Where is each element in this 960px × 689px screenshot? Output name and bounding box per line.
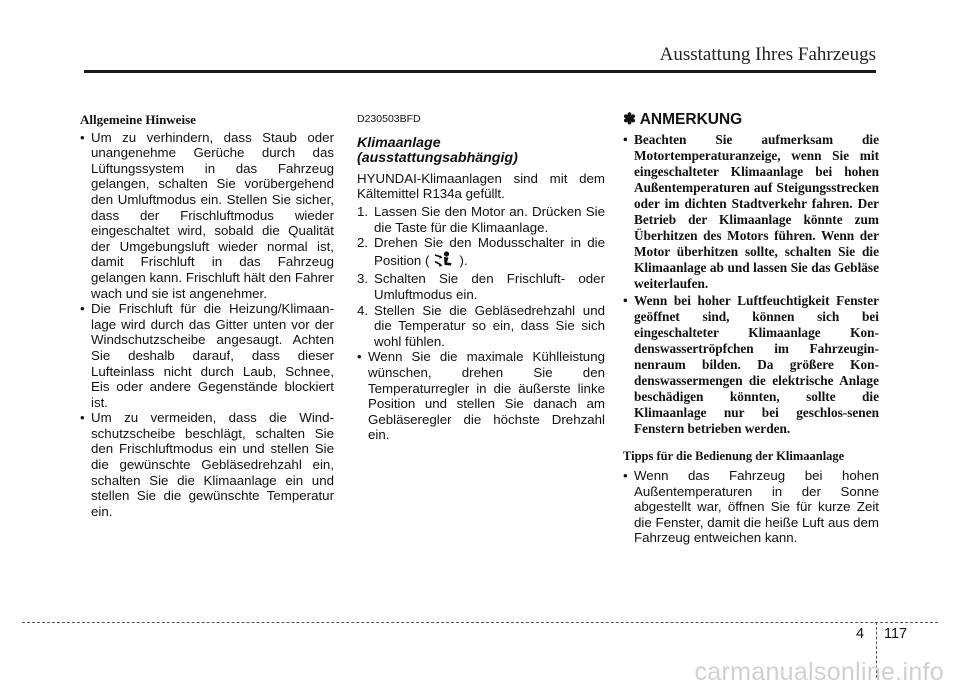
- intro-paragraph: HYUNDAI-Klimaanlagen sind mit dem Kältemittel R134a gefüllt.: [357, 170, 605, 202]
- step-text: Stellen Sie die Gebläsedrehzahl und die Temperatur so ein, dass Sie sich wohl fühlen.: [374, 302, 605, 349]
- vent-face-floor-mode-icon: [433, 251, 455, 272]
- section-code: D230503BFD: [357, 113, 421, 125]
- steps-list: [357, 204, 605, 349]
- general-notes-list: [80, 130, 334, 520]
- list-item: • Die Frischluft für die Heizung/Klimaan-lage wird durch das Gitter unten vor der Windschutzscheibe angesaugt. Achten Sie deshalb darauf, dass dieser Lufteinlass nicht durch Laub, Schnee, Eis oder andere Gegenstände blockiert ist.: [80, 301, 334, 410]
- list-item: • Um zu vermeiden, dass die Wind-schutzscheibe beschlägt, schalten Sie den Frischluftmodus ein und stellen Sie die gewünschte Gebläsedrehzahl ein, schalten Sie die Klimaanlage ein und stellen Sie die gewünschte Temperatur ein.: [80, 410, 334, 519]
- step-text: Schalten Sie den Frischluft- oder Umluftmodus ein.: [374, 271, 605, 302]
- tips-heading: Tipps für die Bedienung der Klimaanlage: [623, 449, 845, 464]
- column-general-notes: [80, 112, 334, 519]
- max-cooling-list: [357, 349, 605, 443]
- step-item: [357, 204, 605, 235]
- column-notes: [623, 112, 879, 546]
- step-number: 2.: [357, 235, 369, 251]
- tips-list: [623, 468, 879, 546]
- step-text: Lassen Sie den Motor an. Drücken Sie die Taste für die Klimaanlage.: [374, 203, 605, 235]
- note-heading: [623, 112, 879, 128]
- step-number: 4.: [357, 302, 369, 318]
- page-header-title: Ausstattung Ihres Fahrzeugs: [659, 44, 876, 65]
- watermark: carmanualsonline.info: [694, 658, 944, 686]
- page-number: 117: [884, 626, 908, 642]
- footer-rule: [22, 622, 938, 623]
- section-heading-air-conditioning: Klimaanlage (ausstattungsabhängig): [357, 134, 518, 167]
- header-rule: [84, 70, 876, 73]
- step-text: Drehen Sie den Modusschalter in die Position (: [374, 235, 605, 268]
- column-air-conditioning: [357, 112, 605, 443]
- note-list: [623, 132, 879, 438]
- list-item: • Wenn das Fahrzeug bei hohen Außentemperaturen in der Sonne abgestellt war, öffnen Sie für kurze Zeit die Fenster, damit die heiße Luft aus dem Fahrzeug entweichen kann.: [623, 468, 879, 546]
- list-item: • Wenn Sie die maximale Kühlleistung wünschen, drehen Sie den Temperaturregler in die äußerste linke Position und stellen Sie danach am Gebläseregler die höchste Drehzahl ein.: [357, 349, 605, 443]
- step-item: [357, 271, 605, 302]
- note-heading-text: ANMERKUNG: [639, 111, 743, 128]
- step-number: 1.: [357, 203, 369, 219]
- section-heading-general: Allgemeine Hinweise: [80, 112, 196, 127]
- list-item: • Um zu verhindern, dass Staub oder unangenehme Gerüche durch das Lüftungssystem in das Fahrzeug gelangen, schalten Sie vorübergehend den Umluftmodus ein. Stellen Sie sicher, dass der Frischluftmodus wieder eingeschaltet wird, sobald die Qualität der Umgebungsluft wieder normal ist, damit Frischluft in das Fahrzeug gelangen kann. Frischluft hält den Fahrer wach und sie ist angenehmer.: [80, 130, 334, 302]
- step-number: 3.: [357, 271, 369, 287]
- list-item: • Beachten Sie aufmerksam die Motortemperaturanzeige, wenn Sie mit eingeschalteter Klimaanlage bei hohen Außentemperaturen auf Steigungsstrecken oder im dichten Stadtverkehr fahren. Der Betrieb der Klimaanlage könnte zum Überhitzen des Motors führen. Wenn der Motor überhitzen sollte, schalten Sie die Klimaanlage ab und lassen Sie das Gebläse weiterlaufen.: [623, 132, 879, 293]
- list-item: • Wenn bei hoher Luftfeuchtigkeit Fenster geöffnet sind, können sich bei eingeschalteter Klimaanlage Kon-denswassertröpfchen im Fahrzeugin-nenraum bilden. Da größere Kon-denswassermengen die elektrische Anlage beschädigen könnten, sollte die Klimaanlage nur bei geschlos-senen Fenstern betrieben werden.: [623, 293, 879, 438]
- note-symbol-icon: ✽: [623, 111, 636, 128]
- chapter-number: 4: [856, 626, 865, 642]
- step-item: [357, 303, 605, 350]
- step-item: [357, 235, 605, 271]
- step-text-end: ).: [459, 252, 468, 268]
